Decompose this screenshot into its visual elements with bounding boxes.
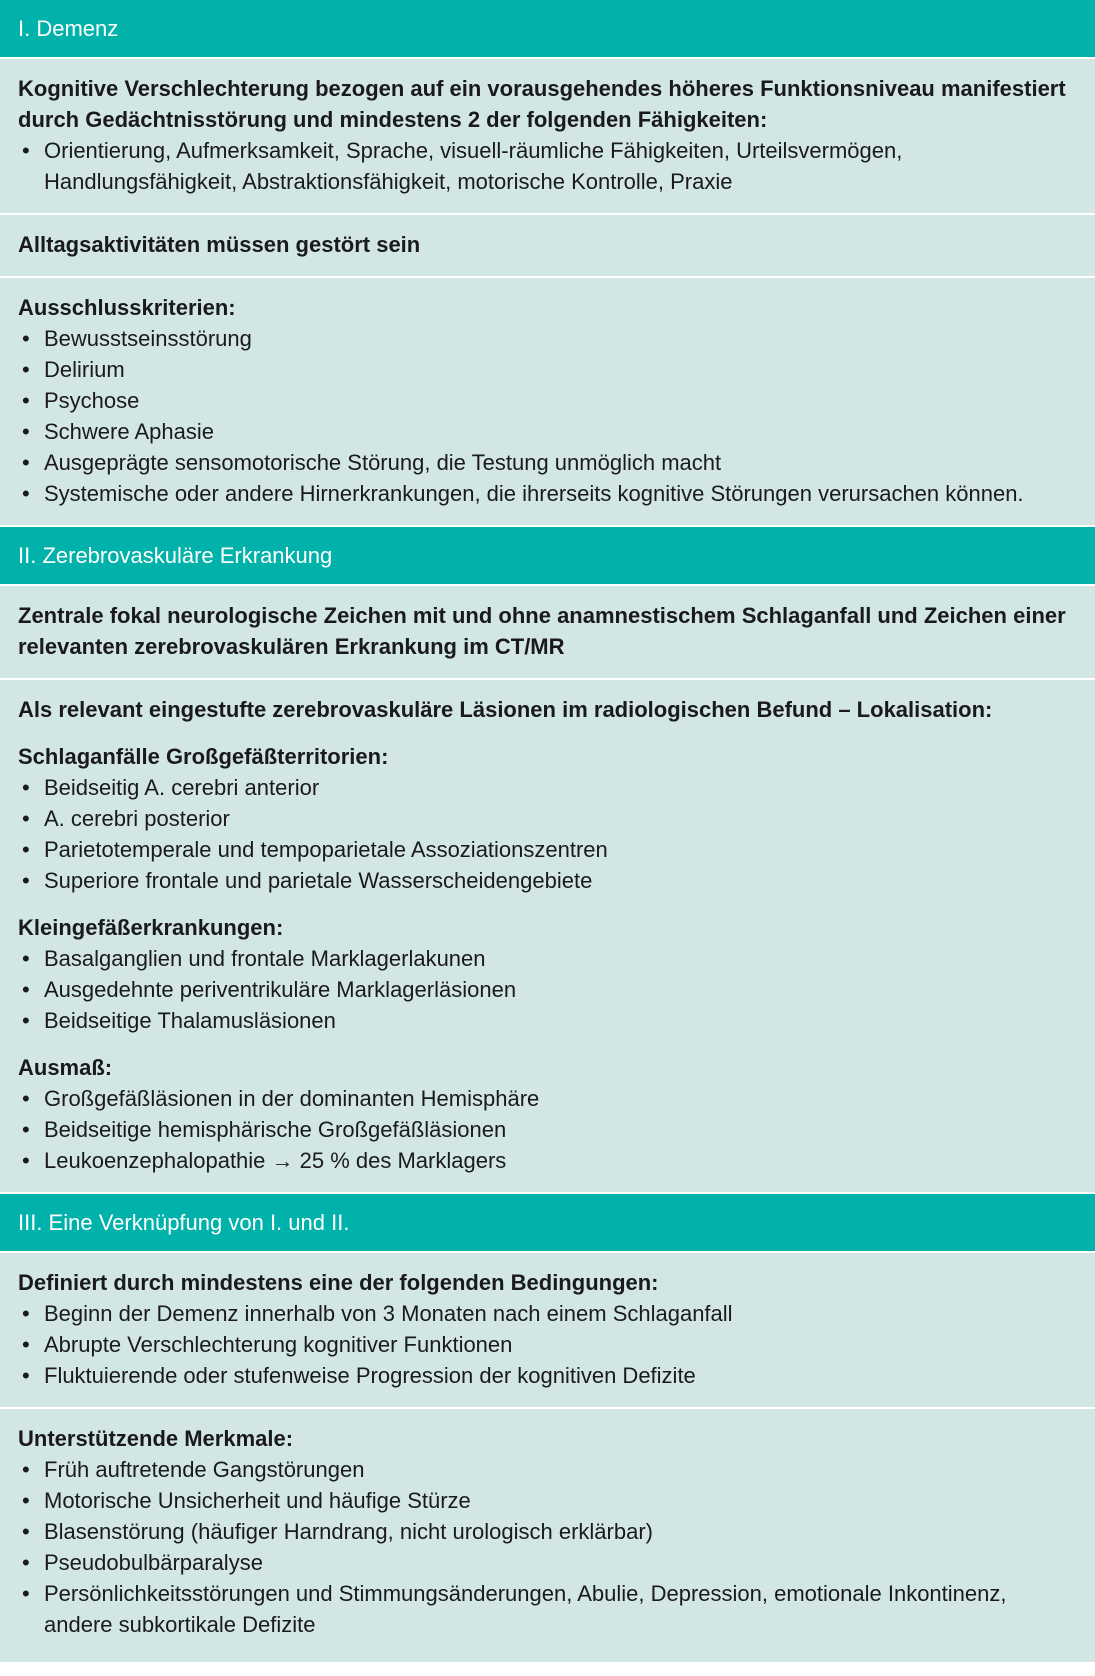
list-item: • Beginn der Demenz innerhalb von 3 Monaten nach einem Schlaganfall xyxy=(18,1298,1077,1329)
list-item: • Basalganglien und frontale Marklagerlakunen xyxy=(18,943,1077,974)
list-item: • Beidseitige Thalamusläsionen xyxy=(18,1005,1077,1036)
criteria-cell xyxy=(0,1409,1095,1662)
list-item: • Ausgeprägte sensomotorische Störung, die Testung unmöglich macht xyxy=(18,447,1077,478)
cell-lead: Alltagsaktivitäten müssen gestört sein xyxy=(18,232,421,257)
list-item: • Delirium xyxy=(18,354,1077,385)
group-heading: Ausmaß: xyxy=(18,1055,113,1080)
list-item: • Fluktuierende oder stufenweise Progression der kognitiven Defizite xyxy=(18,1360,1077,1391)
cell-lead: Als relevant eingestufte zerebrovaskuläre Läsionen im radiologischen Befund – Lokalisation: xyxy=(18,697,993,722)
cell-lead: Zentrale fokal neurologische Zeichen mit und ohne anamnestischem Schlaganfall und Zeichen einer relevanten zerebrovaskulären Erkrankung im CT/MR xyxy=(18,603,1066,659)
list-item: • Superiore frontale und parietale Wasserscheidengebiete xyxy=(18,865,1077,896)
bullet-list xyxy=(18,323,1077,509)
list-item: • Ausgedehnte periventrikuläre Marklagerläsionen xyxy=(18,974,1077,1005)
list-item: • Persönlichkeitsstörungen und Stimmungsänderungen, Abulie, Depression, emotionale Inkontinenz, andere subkortikale Defizite xyxy=(18,1578,1077,1640)
list-item: • A. cerebri posterior xyxy=(18,803,1077,834)
list-item: • Parietotemperale und tempoparietale Assoziationszentren xyxy=(18,834,1077,865)
list-item: • Früh auftretende Gangstörungen xyxy=(18,1454,1077,1485)
criteria-cell xyxy=(0,278,1095,527)
cell-lead: Ausschlusskriterien: xyxy=(18,295,236,320)
group-heading: Kleingefäßerkrankungen: xyxy=(18,915,284,940)
bullet-list xyxy=(18,772,1077,896)
cell-lead: Definiert durch mindestens eine der folgenden Bedingungen: xyxy=(18,1270,659,1295)
bullet-list xyxy=(18,1298,1077,1391)
list-item: • Leukoenzephalopathie → 25 % des Marklagers xyxy=(18,1145,1077,1176)
section-header-demenz: I. Demenz xyxy=(0,0,1095,59)
list-item: • Beidseitig A. cerebri anterior xyxy=(18,772,1077,803)
list-item: • Systemische oder andere Hirnerkrankungen, die ihrerseits kognitive Störungen verursachen können. xyxy=(18,478,1077,509)
section-header-verknuepfung: III. Eine Verknüpfung von I. und II. xyxy=(0,1194,1095,1253)
list-item: • Pseudobulbärparalyse xyxy=(18,1547,1077,1578)
cell-lead: Unterstützende Merkmale: xyxy=(18,1426,294,1451)
section-header-zerebrovaskulaer: II. Zerebrovaskuläre Erkrankung xyxy=(0,527,1095,586)
bullet-list xyxy=(18,1454,1077,1640)
bullet-list xyxy=(18,135,1077,197)
criteria-cell xyxy=(0,586,1095,680)
list-item: • Psychose xyxy=(18,385,1077,416)
criteria-cell xyxy=(0,59,1095,215)
cell-lead: Kognitive Verschlechterung bezogen auf ein vorausgehendes höheres Funktionsniveau manifestiert durch Gedächtnisstörung und mindestens 2 der folgenden Fähigkeiten: xyxy=(18,76,1066,132)
list-item: • Abrupte Verschlechterung kognitiver Funktionen xyxy=(18,1329,1077,1360)
list-item: • Schwere Aphasie xyxy=(18,416,1077,447)
bullet-list xyxy=(18,1083,1077,1176)
criteria-cell xyxy=(0,680,1095,1194)
list-item: • Orientierung, Aufmerksamkeit, Sprache, visuell-räumliche Fähigkeiten, Urteilsvermögen, Handlungsfähigkeit, Abstraktionsfähigkeit, motorische Kontrolle, Praxie xyxy=(18,135,1077,197)
criteria-cell xyxy=(0,1253,1095,1409)
list-item: • Bewusstseinsstörung xyxy=(18,323,1077,354)
list-item: • Blasenstörung (häufiger Harndrang, nicht urologisch erklärbar) xyxy=(18,1516,1077,1547)
list-item: • Motorische Unsicherheit und häufige Stürze xyxy=(18,1485,1077,1516)
criteria-cell xyxy=(0,215,1095,278)
bullet-list xyxy=(18,943,1077,1036)
list-item: • Beidseitige hemisphärische Großgefäßläsionen xyxy=(18,1114,1077,1145)
group-heading: Schlaganfälle Großgefäßterritorien: xyxy=(18,744,389,769)
list-item: • Großgefäßläsionen in der dominanten Hemisphäre xyxy=(18,1083,1077,1114)
